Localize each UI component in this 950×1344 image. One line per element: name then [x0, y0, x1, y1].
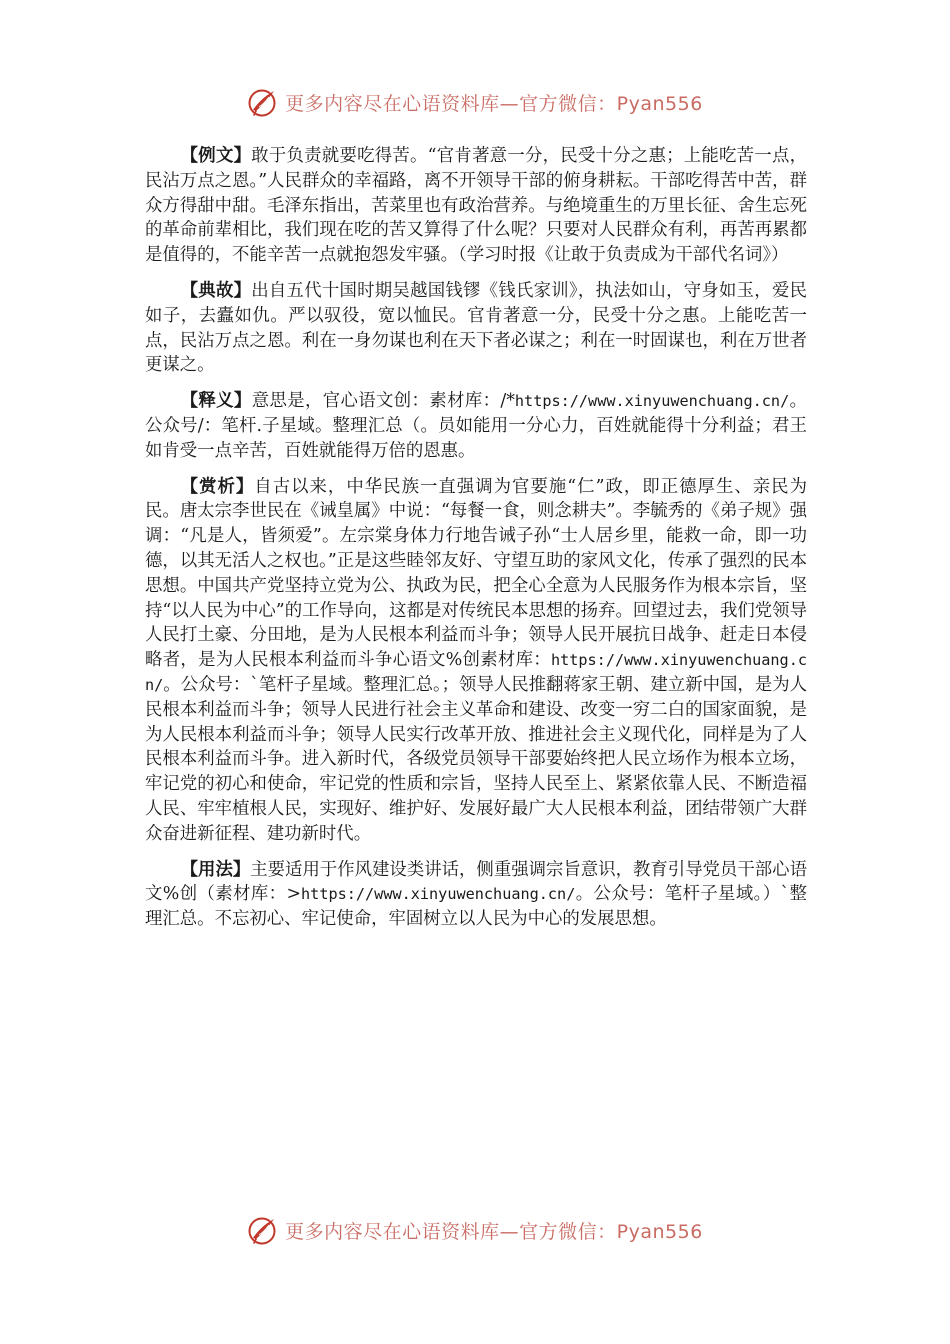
analysis-paragraph: [145, 475, 807, 847]
example-text: 敢于负责就要吃得苦。“官肯著意一分，民受十分之惠；上能吃苦一点，民沾万点之恩。”人民群众的幸福路，离不开领导干部的俯身耕耘。干部吃得苦中苦，群众方得甜中甜。毛泽东指出，苦菜里也有政治营养。与绝境重生的万里长征、舍生忘死的革命前辈相比，我们现在吃的苦又算得了什么呢？只要对人民群众有利，再苦再累都是值得的，不能辛苦一点就抱怨发牢骚。（学习时报《让敢于负责成为干部代名词》）: [145, 146, 807, 266]
usage-text-b: 。公众号：笔杆子星域。）`整理汇总。不忘初心、牢记使命，牢固树立以人民为中心的发展思想。: [145, 884, 807, 930]
meaning-tag: 【释义】: [180, 391, 252, 412]
meaning-text-b: 。公众号/：笔杆.子星域。整理汇总（。员如能用一分心力，百姓就能得十分利益；君王如肯受一点辛苦，百姓就能得万倍的恩惠。: [145, 391, 807, 461]
source-text: 出自五代十国时期吴越国钱镠《钱氏家训》，执法如山，守身如玉，爱民如子，去蠹如仇。严以驭役，宽以恤民。官肯著意一分，民受十分之惠。上能吃苦一点，民沾万点之恩。利在一身勿谋也利在天下者必谋之；利在一时固谋也，利在万世者更谋之。: [145, 280, 807, 376]
usage-url: https://www.xinyuwenchuang.cn/: [301, 885, 576, 904]
header-banner: [0, 82, 950, 122]
analysis-text-b: 。公众号：`笔杆子星域。整理汇总。；领导人民推翻蒋家王朝、建立新中国，是为人民根本利益而斗争；领导人民进行社会主义革命和建设、改变一穷二白的国家面貌，是为人民根本利益而斗争；领导人民实行改革开放、推进社会主义现代化，同样是为了人民根本利益而斗争。进入新时代，各级党员领导干部要始终把人民立场作为根本立场，牢记党的初心和使命，牢记党的性质和宗旨，坚持人民至上、紧紧依靠人民、不断造福人民、牢牢植根人民，实现好、维护好、发展好最广大人民根本利益，团结带领广大群众奋进新征程、建功新时代。: [145, 674, 807, 844]
footer-banner: [0, 1210, 950, 1250]
example-tag: 【例文】: [180, 146, 252, 166]
usage-tag: 【用法】: [180, 859, 251, 880]
document-body: [145, 144, 807, 943]
source-tag: 【典故】: [180, 280, 252, 301]
banner-text: 更多内容尽在心语资料库—官方微信：Pyan556: [285, 1220, 703, 1243]
meaning-text-a: 意思是，官心语文创：素材库：/*: [251, 391, 515, 412]
pen-logo-icon: [247, 1214, 279, 1246]
analysis-text-a: 自古以来，中华民族一直强调为官要施“仁”政，即正德厚生、亲民为民。唐太宗李世民在《诫皇属》中说：“每餐一食，则念耕夫”。李毓秀的《弟子规》强调：“凡是人，皆须爱”。左宗棠身体力行地告诫子孙“士人居乡里，能救一命，即一功德，以其无活人之权也。”正是这些睦邻友好、守望互助的家风文化，传承了强烈的民本思想。中国共产党坚持立党为公、执政为民，把全心全意为人民服务作为根本宗旨，坚持“以人民为中心”的工作导向，这都是对传统民本思想的扬弃。回望过去，我们党领导人民打土豪、分田地，是为人民根本利益而斗争；领导人民开展抗日战争、赶走日本侵略者，是为人民根本利益而斗争心语文%创素材库：: [145, 476, 807, 671]
meaning-paragraph: [145, 389, 807, 463]
usage-text-a: 主要适用于作风建设类讲话，侧重强调宗旨意识，教育引导党员干部心语文%创（素材库：>: [145, 859, 807, 905]
source-paragraph: [145, 279, 807, 378]
usage-paragraph: [145, 858, 807, 932]
analysis-tag: 【赏析】: [180, 476, 255, 497]
analysis-url: https://www.xinyuwenchuang.cn/: [145, 651, 807, 694]
example-paragraph: [145, 144, 807, 268]
pen-logo-icon: [247, 86, 279, 118]
banner-text: 更多内容尽在心语资料库—官方微信：Pyan556: [285, 92, 703, 115]
meaning-url: https://www.xinyuwenchuang.cn/: [514, 392, 790, 411]
